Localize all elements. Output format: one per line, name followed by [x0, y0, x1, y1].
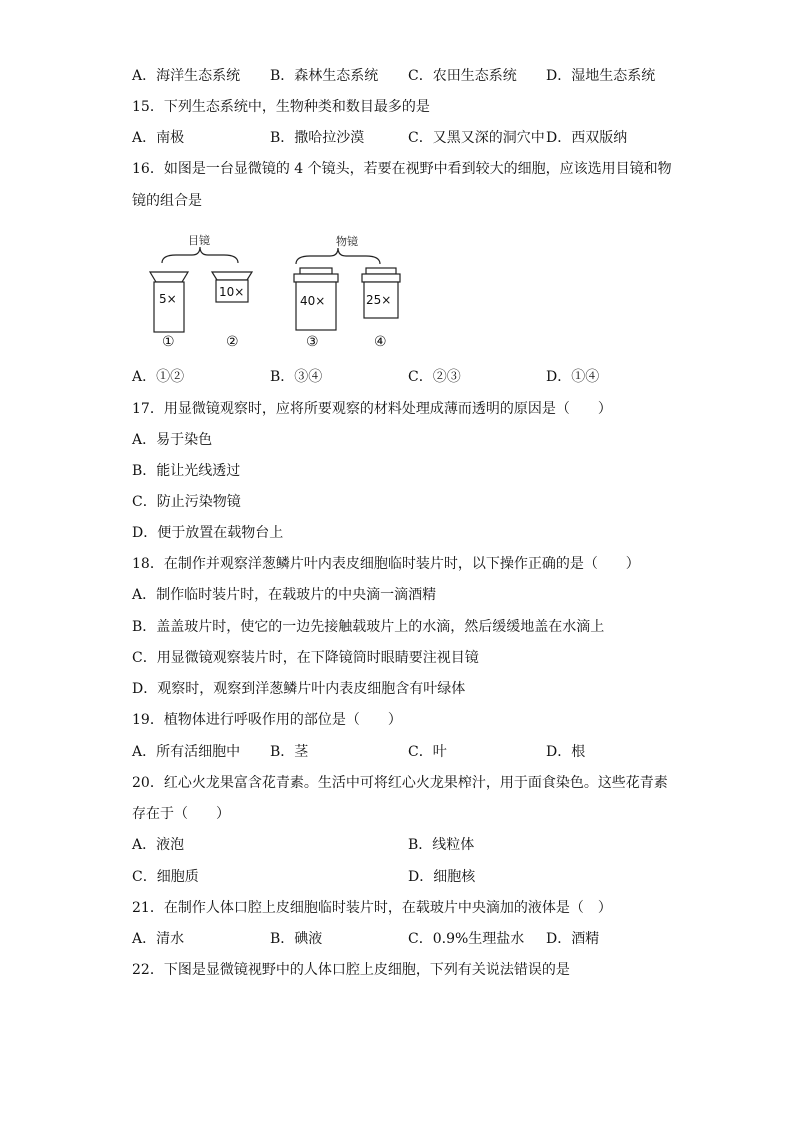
eyepiece-label: 目镜: [188, 234, 210, 247]
lens-4-objective: [362, 268, 400, 318]
q21-option-d: D．酒精: [546, 931, 600, 947]
q17-option-b: B．能让光线透过: [132, 463, 241, 479]
q22-stem: 22．下图是显微镜视野中的人体口腔上皮细胞，下列有关说法错误的是: [132, 962, 570, 978]
q21-stem: 21．在制作人体口腔上皮细胞临时装片时，在载玻片中央滴加的液体是（ ）: [132, 900, 612, 916]
lens-1-mark: 5×: [159, 292, 177, 306]
q20-option-a: A．液泡: [132, 837, 185, 853]
lens-4-mark: 25×: [366, 293, 392, 307]
lenses-svg: [140, 228, 420, 358]
q14-option-a: A．海洋生态系统: [132, 68, 241, 84]
q20-stem-line1: 20．红心火龙果富含花青素。生活中可将红心火龙果榨汁，用于面食染色。这些花青素: [132, 775, 668, 791]
lens-2-number: ②: [226, 334, 239, 350]
q16-option-b: B．③④: [270, 369, 323, 385]
q16-stem-line2: 镜的组合是: [132, 193, 202, 209]
q17-option-c: C．防止污染物镜: [132, 494, 241, 510]
q20-stem-line2: 存在于（ ）: [132, 806, 230, 822]
q14-option-c: C．农田生态系统: [408, 68, 517, 84]
q17-stem: 17．用显微镜观察时，应将所要观察的材料处理成薄而透明的原因是（ ）: [132, 401, 612, 417]
lens-3-objective: [294, 268, 338, 330]
q15-option-c: C．又黑又深的洞穴中: [408, 130, 545, 146]
q18-option-d: D．观察时，观察到洋葱鳞片叶内表皮细胞含有叶绿体: [132, 681, 466, 697]
lens-3-mark: 40×: [300, 294, 326, 308]
q20-option-c: C．细胞质: [132, 869, 199, 885]
q20-option-d: D．细胞核: [408, 869, 476, 885]
q19-stem: 19．植物体进行呼吸作用的部位是（ ）: [132, 712, 402, 728]
eyepiece-brace: [162, 247, 238, 263]
q16-option-c: C．②③: [408, 369, 461, 385]
q19-option-b: B．茎: [270, 744, 309, 760]
q16-option-a: A．①②: [132, 369, 185, 385]
lens-2-mark: 10×: [219, 285, 245, 299]
q16-stem-line1: 16．如图是一台显微镜的 4 个镜头，若要在视野中看到较大的细胞，应该选用目镜和物: [132, 161, 672, 177]
q15-option-b: B．撒哈拉沙漠: [270, 130, 365, 146]
microscope-lenses-figure: [140, 228, 420, 358]
lens-1-eyepiece: [150, 272, 188, 332]
q15-option-a: A．南极: [132, 130, 185, 146]
q19-option-d: D．根: [546, 744, 586, 760]
q18-stem: 18．在制作并观察洋葱鳞片叶内表皮细胞临时装片时，以下操作正确的是（ ）: [132, 556, 640, 572]
q17-option-a: A．易于染色: [132, 432, 213, 448]
q21-option-c: C．0.9%生理盐水: [408, 931, 525, 947]
q17-option-d: D．便于放置在载物台上: [132, 525, 284, 541]
objective-label: 物镜: [336, 235, 358, 248]
q14-option-d: D．湿地生态系统: [546, 68, 656, 84]
lens-3-number: ③: [306, 334, 319, 350]
q21-option-a: A．清水: [132, 931, 185, 947]
lens-2-eyepiece: [212, 272, 252, 302]
q19-option-c: C．叶: [408, 744, 447, 760]
q15-stem: 15．下列生态系统中，生物种类和数目最多的是: [132, 99, 430, 115]
q18-option-a: A．制作临时装片时，在载玻片的中央滴一滴酒精: [132, 587, 437, 603]
q19-option-a: A．所有活细胞中: [132, 744, 241, 760]
q21-option-b: B．碘液: [270, 931, 323, 947]
q14-option-b: B．森林生态系统: [270, 68, 379, 84]
q15-option-d: D．西双版纳: [546, 130, 628, 146]
lens-1-number: ①: [162, 334, 175, 350]
q20-option-b: B．线粒体: [408, 837, 475, 853]
lens-4-number: ④: [374, 334, 387, 350]
q18-option-b: B．盖盖玻片时，使它的一边先接触载玻片上的水滴，然后缓缓地盖在水滴上: [132, 619, 605, 635]
q16-option-d: D．①④: [546, 369, 600, 385]
objective-brace: [296, 248, 380, 264]
q18-option-c: C．用显微镜观察装片时，在下降镜筒时眼睛要注视目镜: [132, 650, 479, 666]
